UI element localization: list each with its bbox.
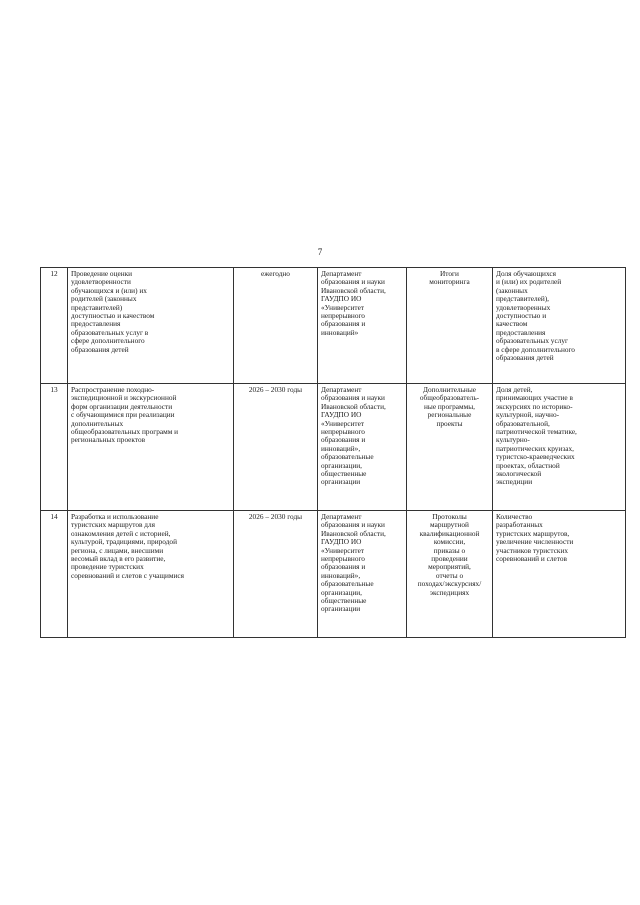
row-number-cell: [41, 384, 68, 511]
row-number: 13: [50, 385, 58, 394]
result-cell: [407, 511, 493, 638]
executor-text: Департамент образования и науки Ивановской области, ГАУДПО ИО «Университет непрерывного образования и инноваций», образовательные организации, общественные организации: [321, 385, 386, 487]
executor-text: Департамент образования и науки Ивановской области, ГАУДПО ИО «Университет непрерывного образования и инноваций»: [321, 269, 386, 337]
event-cell: [68, 511, 234, 638]
indicator-text: Количество разработанных туристских маршрутов, увеличение численности участников туристских соревнований и слетов: [496, 512, 574, 563]
event-text: Распространение походно- экспедиционной и экскурсионной форм организации деятельности с обучающимися при реализации дополнительных общеобразовательных программ и региональных проектов: [71, 385, 179, 445]
result-text: Итоги мониторинга: [429, 269, 470, 287]
event-cell: [68, 384, 234, 511]
row-number-cell: [41, 268, 68, 384]
table-row: [41, 384, 626, 511]
measures-table: [40, 267, 626, 638]
executor-cell: [318, 268, 407, 384]
result-cell: [407, 384, 493, 511]
term-text: 2026 – 2030 годы: [248, 512, 303, 521]
indicator-cell: [493, 511, 626, 638]
executor-text: Департамент образования и науки Ивановской области, ГАУДПО ИО «Университет непрерывного образования и инноваций», образовательные организации, общественные организации: [321, 512, 386, 614]
executor-cell: [318, 384, 407, 511]
indicator-cell: [493, 268, 626, 384]
row-number: 14: [50, 512, 58, 521]
term-text: 2026 – 2030 годы: [248, 385, 303, 394]
table-row: [41, 511, 626, 638]
result-text: Дополнительные общеобразователь- ные программы, региональные проекты: [419, 385, 480, 428]
row-number: 12: [50, 269, 58, 278]
page-number: 7: [317, 247, 323, 257]
result-cell: [407, 268, 493, 384]
indicator-cell: [493, 384, 626, 511]
term-cell: [234, 268, 318, 384]
event-text: Проведение оценки удовлетворенности обучающихся и (или) их родителей (законных представителей) доступностью и качеством предоставления образовательных услуг в сфере дополнительного образования детей: [71, 269, 155, 354]
event-text: Разработка и использование туристских маршрутов для ознакомления детей с историей, культурой, традициями, природой региона, с лицами, внесшими весомый вклад в его развитие, проведение туристских соревнований и слетов с учащимися: [71, 512, 185, 580]
row-number-cell: [41, 511, 68, 638]
term-cell: [234, 384, 318, 511]
term-cell: [234, 511, 318, 638]
indicator-text: Доля детей, принимающих участие в экскурсиях по историко- культурной, научно- образовательной, патриотической тематике, культурно- патриотических круизах, туристско-краеведческих проектах, областной экологической экспедиции: [496, 385, 577, 487]
indicator-text: Доля обучающихся и (или) их родителей (законных представителей), удовлетворенных доступностью и качеством предоставления образовательных услуг в сфере дополнительного образования детей: [496, 269, 575, 362]
result-text: Протоколы маршрутной квалификационной комиссии, приказы о проведении мероприятий, отчеты о походах/экскурсиях/ экспедициях: [417, 512, 482, 597]
executor-cell: [318, 511, 407, 638]
term-text: ежегодно: [261, 269, 290, 278]
event-cell: [68, 268, 234, 384]
table-row: [41, 268, 626, 384]
